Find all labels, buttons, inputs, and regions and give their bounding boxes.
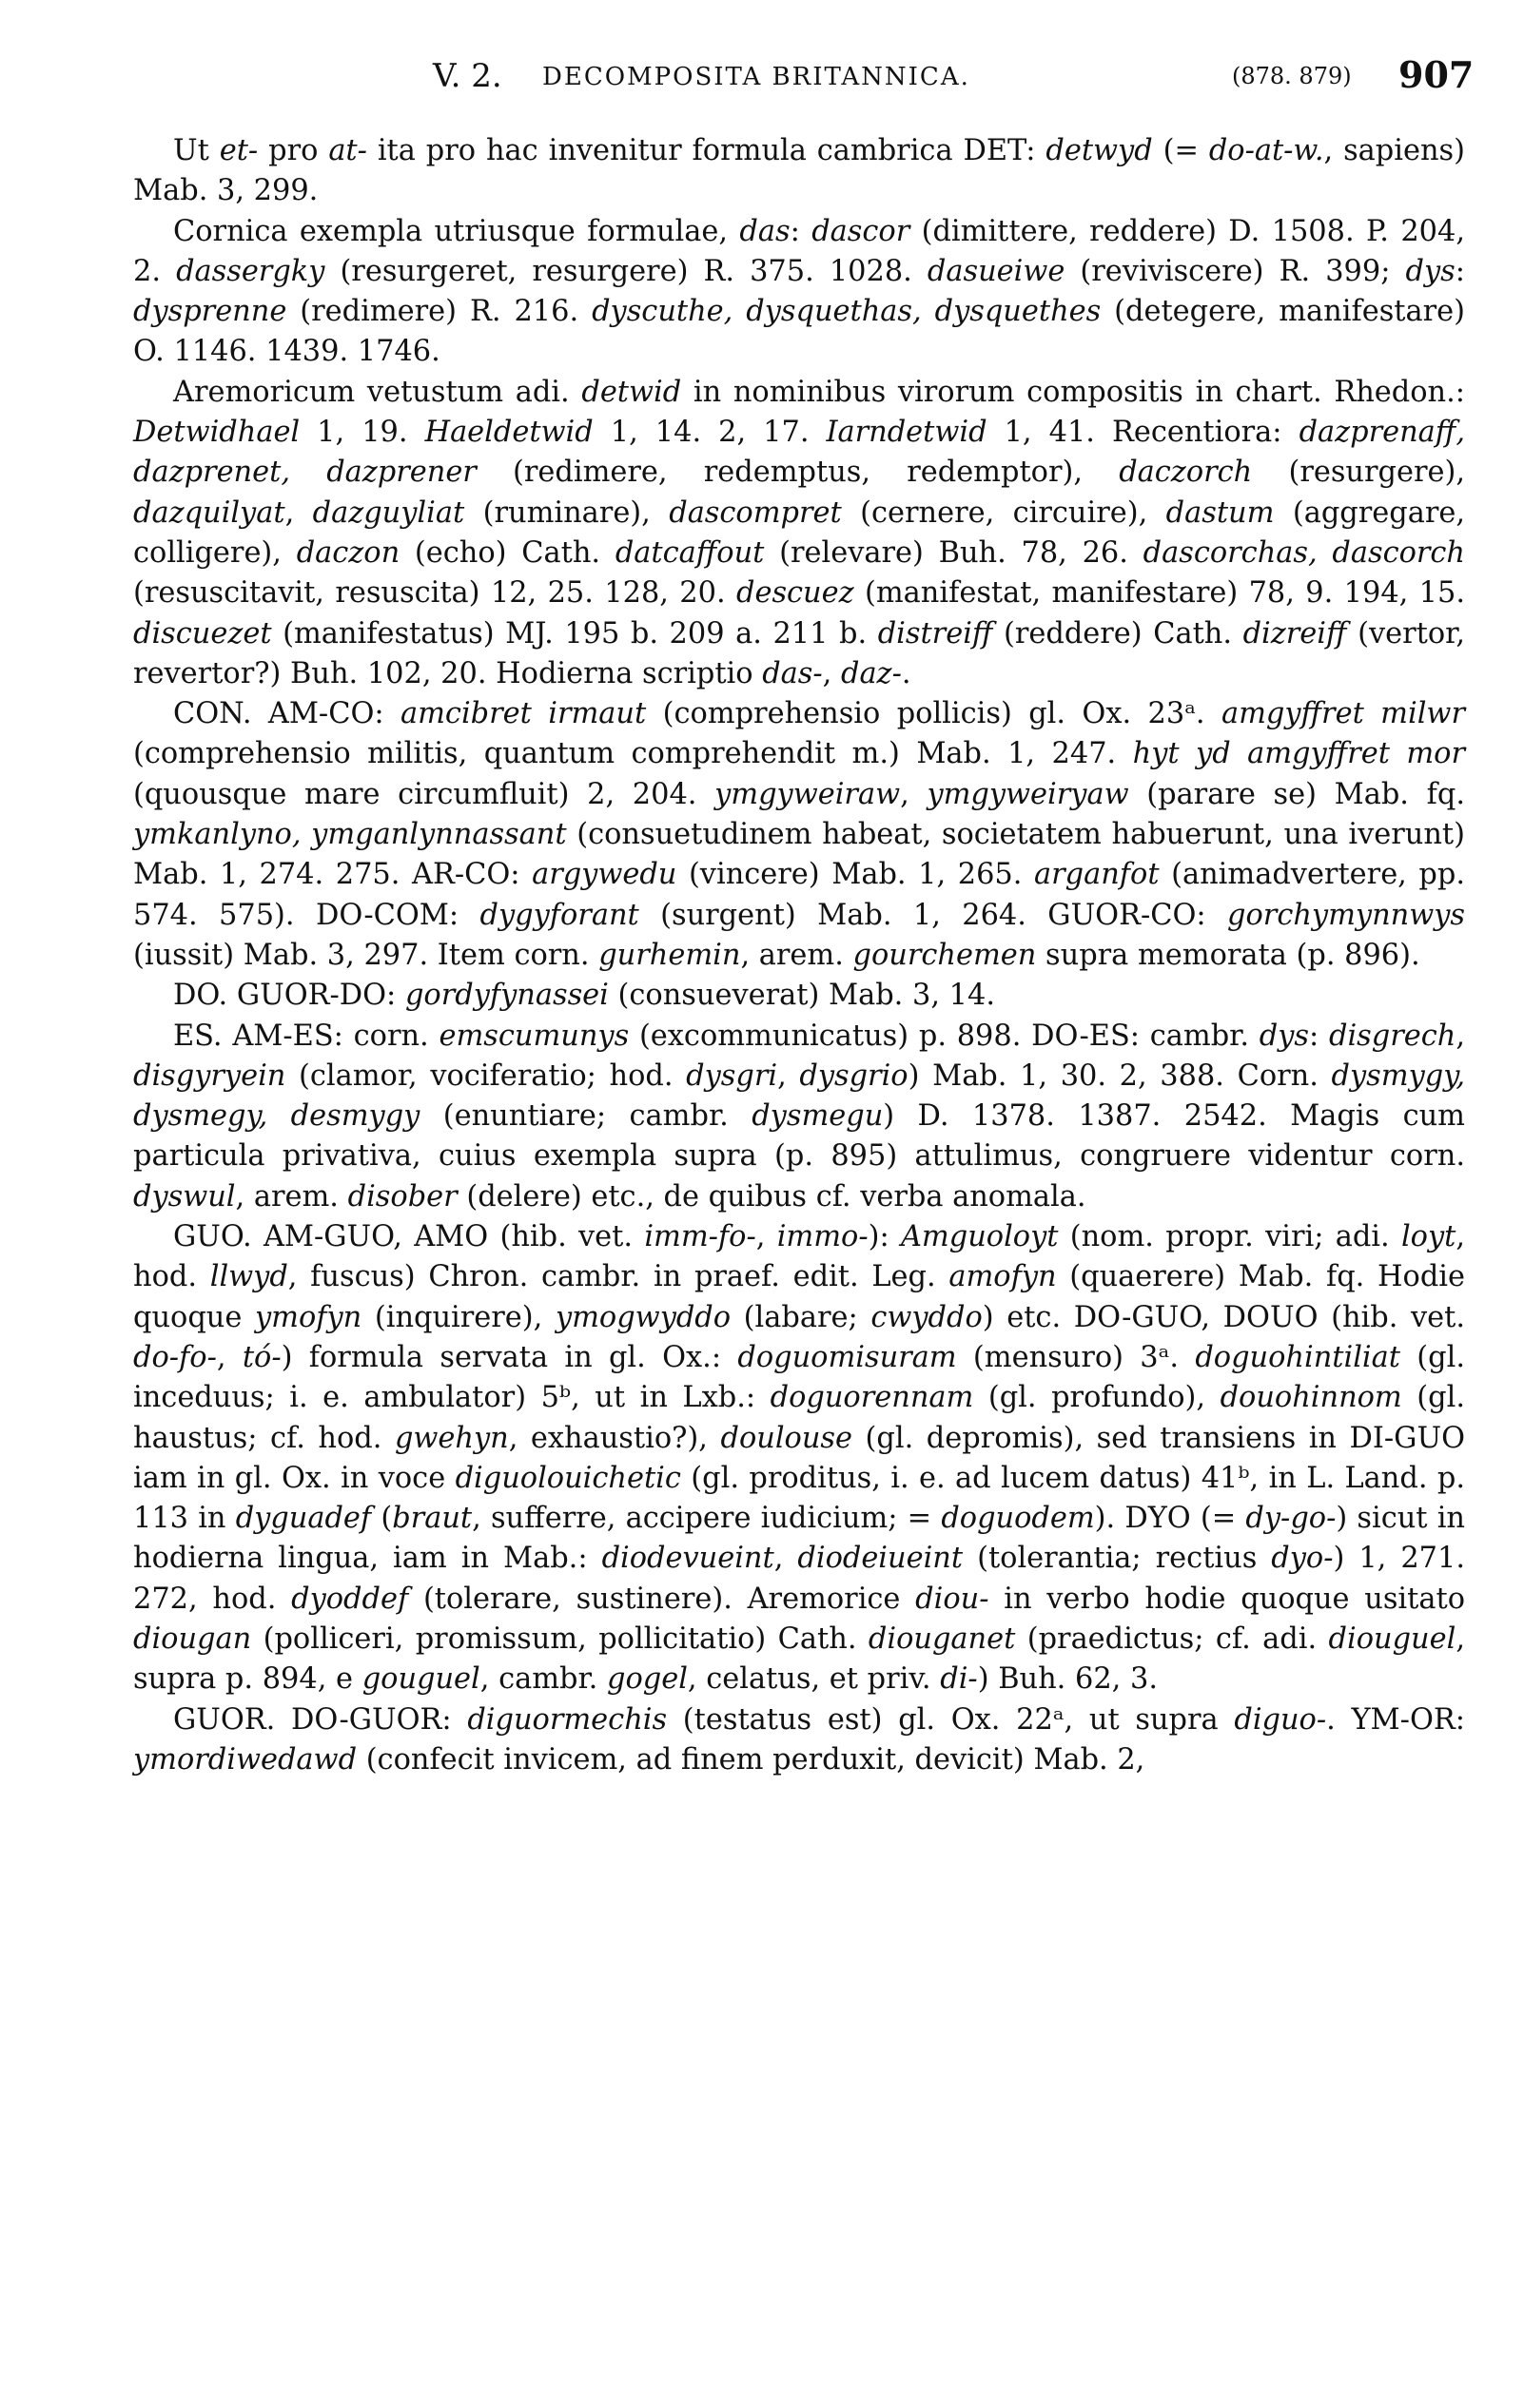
italic-term: disgrech [1328, 1019, 1456, 1053]
italic-term: dascompret [669, 495, 842, 530]
paragraph: GUOR. DO-GUOR: diguormechis (testatus est) gl. Ox. 22ᵃ, ut supra diguo-. YM-OR: ymordiwedawd (confecit invicem, ad finem perduxit, devicit) Mab. 2, [133, 1702, 1465, 1777]
paragraph: GUO. AM-GUO, AMO (hib. vet. imm-fo-, immo-): Amguoloyt (nom. propr. viri; adi. loyt, hod. llwyd, fuscus) Chron. cambr. in praef. edit. Leg. amofyn (quaerere) Mab. fq. Hodie quoque ymofyn (inquirere), ymogwyddo (labare; cwyddo) etc. DO-GUO, DOUO (hib. vet. do-fo-, tó-) formula servata in gl. Ox.: doguomisuram (mensuro) 3ᵃ. doguohintiliat (gl. inceduus; i. e. ambulator) 5ᵇ, ut in Lxb.: doguorennam (gl. profundo), douohinnom (gl. haustus; cf. hod. gwehyn, exhaustio?), doulouse (gl. depromis), sed transiens in DI-GUO iam in gl. Ox. in voce diguolouichetic (gl. proditus, i. e. ad lucem datus) 41ᵇ, in L. Land. p. 113 in dyguadef (braut, sufferre, accipere iudicium; = doguodem). DYO (= dy-go-) sicut in hodierna lingua, iam in Mab.: diodevueint, diodeiueint (tolerantia; rectius dyo-) 1, 271. 272, hod. dyoddef (tolerare, sustinere). Aremorice diou- in verbo hodie quoque usitato diougan (polliceri, promissum, pollicitatio) Cath. diouganet (praedictus; cf. adi. diouguel, supra p. 894, e gouguel, cambr. gogel, celatus, et priv. di-) Buh. 62, 3. [133, 1220, 1466, 1697]
italic-term: diouguel [1328, 1622, 1456, 1656]
italic-term: di- [940, 1662, 978, 1697]
italic-term: amcibret irmaut [401, 697, 647, 731]
italic-term: detwid [581, 375, 682, 409]
italic-term: llwyd [209, 1260, 288, 1294]
italic-term: dyguadef [235, 1502, 372, 1536]
italic-term: dastum [1165, 495, 1275, 530]
italic-term: dysgrio [799, 1058, 909, 1093]
italic-term: daz- [840, 656, 902, 690]
column-reference: (878. 879) [1232, 63, 1352, 89]
italic-term: dysmygy, dysmegy, desmygy [133, 1058, 1465, 1134]
italic-term: diougan [133, 1622, 252, 1656]
italic-term: dys [1405, 254, 1456, 288]
italic-term: das [739, 214, 791, 248]
italic-term: imm-fo- [644, 1220, 756, 1254]
italic-term: distreiff [877, 616, 993, 651]
italic-term: loyt [1400, 1220, 1456, 1254]
italic-term: dysgri [686, 1058, 778, 1093]
italic-term: doguorennam [770, 1381, 974, 1415]
italic-term: douohinnom [1220, 1381, 1402, 1415]
italic-term: hyt yd amgyffret mor [1132, 737, 1465, 771]
italic-term: das- [762, 656, 823, 690]
paragraph: Aremoricum vetustum adi. detwid in nominibus virorum compositis in chart. Rhedon.: Detwidhael 1, 19. Haeldetwid 1, 14. 2, 17. Iarndetwid 1, 41. Recentiora: dazprenaff, dazprenet, dazprener (redimere, redemptus, redemptor), daczorch (resurgere), dazquilyat, dazguyliat (ruminare), dascompret (cernere, circuire), dastum (aggregare, colligere), daczon (echo) Cath. datcaffout (relevare) Buh. 78, 26. dascorchas, dascorch (resuscitavit, resuscita) 12, 25. 128, 20. descuez (manifestat, manifestare) 78, 9. 194, 15. discuezet (manifestatus) MJ. 195 b. 209 a. 211 b. distreiff (reddere) Cath. dizreiff (vertor, revertor?) Buh. 102, 20. Hodierna scriptio das-, daz-. [133, 375, 1466, 690]
paragraph: Ut et- pro at- ita pro hac invenitur formula cambrica DET: detwyd (= do-at-w., sapiens) Mab. 3, 299. [133, 134, 1465, 208]
page-number: 907 [1398, 53, 1475, 96]
paragraph: DO. GUOR-DO: gordyfynassei (consueverat) Mab. 3, 14. [173, 979, 995, 1013]
italic-term: diou- [915, 1582, 989, 1616]
italic-term: dyscuthe, dysquethas, dysquethes [592, 295, 1102, 329]
italic-term: dassergky [176, 254, 325, 288]
paragraph: CON. AM-CO: amcibret irmaut (comprehensio pollicis) gl. Ox. 23ᵃ. amgyffret milwr (comprehensio militis, quantum comprehendit m.) Mab. 1, 247. hyt yd amgyffret mor (quousque mare circumfluit) 2, 204. ymgyweiraw, ymgyweiryaw (parare se) Mab. fq. ymkanlyno, ymganlynnassant (consuetudinem habeat, societatem habuerunt, una iverunt) Mab. 1, 274. 275. AR-CO: argywedu (vincere) Mab. 1, 265. arganfot (animadvertere, pp. 574. 575). DO-COM: dygyforant (surgent) Mab. 1, 264. GUOR-CO: gorchymynnwys (iussit) Mab. 3, 297. Item corn. gurhemin, arem. gourchemen supra memorata (p. 896). [133, 697, 1465, 972]
italic-term: arganfot [1033, 858, 1160, 892]
italic-term: ymgyweiryaw [927, 777, 1129, 811]
italic-term: et- [219, 134, 259, 167]
italic-term: dysmegu [752, 1099, 884, 1134]
italic-term: dazguyliat [312, 495, 465, 530]
italic-term: dygyforant [479, 898, 639, 932]
italic-term: do-at-w. [1208, 134, 1324, 167]
italic-term: daczon [296, 535, 401, 570]
italic-term: discuezet [133, 616, 272, 651]
italic-term: tó- [242, 1340, 282, 1374]
italic-term: do-fo- [133, 1340, 217, 1374]
italic-term: gwehyn [394, 1421, 509, 1455]
italic-term: detwyd [1045, 134, 1153, 167]
italic-term: braut [392, 1502, 473, 1536]
italic-term: gogel [607, 1662, 688, 1697]
italic-term: dyswul [133, 1179, 236, 1214]
italic-term: doguomisuram [737, 1340, 957, 1374]
italic-term: dyoddef [291, 1582, 409, 1616]
italic-term: dascor [811, 214, 910, 248]
paragraph: Cornica exempla utriusque formulae, das: dascor (dimittere, reddere) D. 1508. P. 204, 2. dassergky (resurgeret, resurgere) R. 375. 1028. dasueiwe (reviviscere) R. 399; dys: dysprenne (redimere) R. 216. dyscuthe, dysquethas, dysquethes (detegere, manifestare) O. 1146. 1439. 1746. [133, 214, 1466, 369]
italic-term: dizreiff [1242, 616, 1347, 651]
italic-term: amofyn [948, 1260, 1057, 1294]
italic-term: immo- [776, 1220, 869, 1254]
italic-term: disgyryein [133, 1058, 286, 1093]
italic-term: emscumunys [439, 1019, 630, 1053]
italic-term: amgyffret milwr [1221, 697, 1465, 731]
italic-term: diguo- [1234, 1702, 1327, 1737]
italic-term: diguormechis [467, 1702, 668, 1737]
italic-term: gouguel [361, 1662, 480, 1697]
italic-term: Haeldetwid [424, 416, 594, 450]
page [133, 48, 1475, 2387]
italic-term: doulouse [720, 1421, 852, 1455]
italic-term: gordyfynassei [404, 979, 609, 1013]
italic-term: ymofyn [254, 1300, 362, 1334]
italic-term: cwyddo [870, 1300, 983, 1334]
italic-term: daczorch [1119, 456, 1253, 490]
italic-term: descuez [736, 576, 854, 611]
body-text [133, 131, 1465, 1780]
italic-term: doguohintiliat [1195, 1340, 1400, 1374]
italic-term: argywedu [532, 858, 677, 892]
italic-term: datcaffout [615, 535, 765, 570]
italic-term: ymgyweiraw [714, 777, 901, 811]
volume-marker: V. 2. [433, 57, 502, 95]
italic-term: disober [347, 1179, 458, 1214]
italic-term: dascorchas, dascorch [1143, 535, 1466, 570]
italic-term: dy-go- [1245, 1502, 1337, 1536]
italic-term: diouganet [868, 1622, 1016, 1656]
italic-term: diodeiueint [797, 1542, 964, 1576]
italic-term: gourchemen [852, 938, 1037, 972]
italic-term: ymkanlyno, ymganlynnassant [133, 818, 567, 852]
running-header [133, 48, 1475, 114]
italic-term: dysprenne [133, 295, 287, 329]
running-title: DECOMPOSITA BRITANNICA. [542, 63, 970, 91]
italic-term: gurhemin [598, 938, 741, 972]
italic-term: dys [1259, 1019, 1309, 1053]
italic-term: gorchymynnwys [1227, 898, 1465, 932]
italic-term: dyo- [1271, 1542, 1334, 1576]
italic-term: dasueiwe [927, 254, 1065, 288]
italic-term: Amguoloyt [900, 1220, 1059, 1254]
italic-term: doguodem [941, 1502, 1095, 1536]
italic-term: Detwidhael [133, 416, 301, 450]
italic-term: ymogwyddo [555, 1300, 732, 1334]
italic-term: at- [328, 134, 367, 167]
italic-term: dazprenaff, dazprenet, dazprener [133, 416, 1465, 490]
italic-term: Iarndetwid [826, 416, 987, 450]
italic-term: diodevueint [601, 1542, 774, 1576]
italic-term: diguolouichetic [455, 1461, 681, 1495]
italic-term: ymordiwedawd [133, 1742, 358, 1777]
italic-term: dazquilyat [133, 495, 285, 530]
paragraph: ES. AM-ES: corn. emscumunys (excommunicatus) p. 898. DO-ES: cambr. dys: disgrech, disgyryein (clamor, vociferatio; hod. dysgri, dysgrio) Mab. 1, 30. 2, 388. Corn. dysmygy, dysmegy, desmygy (enuntiare; cambr. dysmegu) D. 1378. 1387. 2542. Magis cum particula privativa, cuius exempla supra (p. 895) attulimus, congruere videntur corn. dyswul, arem. disober (delere) etc., de quibus cf. verba anomala. [133, 1019, 1466, 1214]
